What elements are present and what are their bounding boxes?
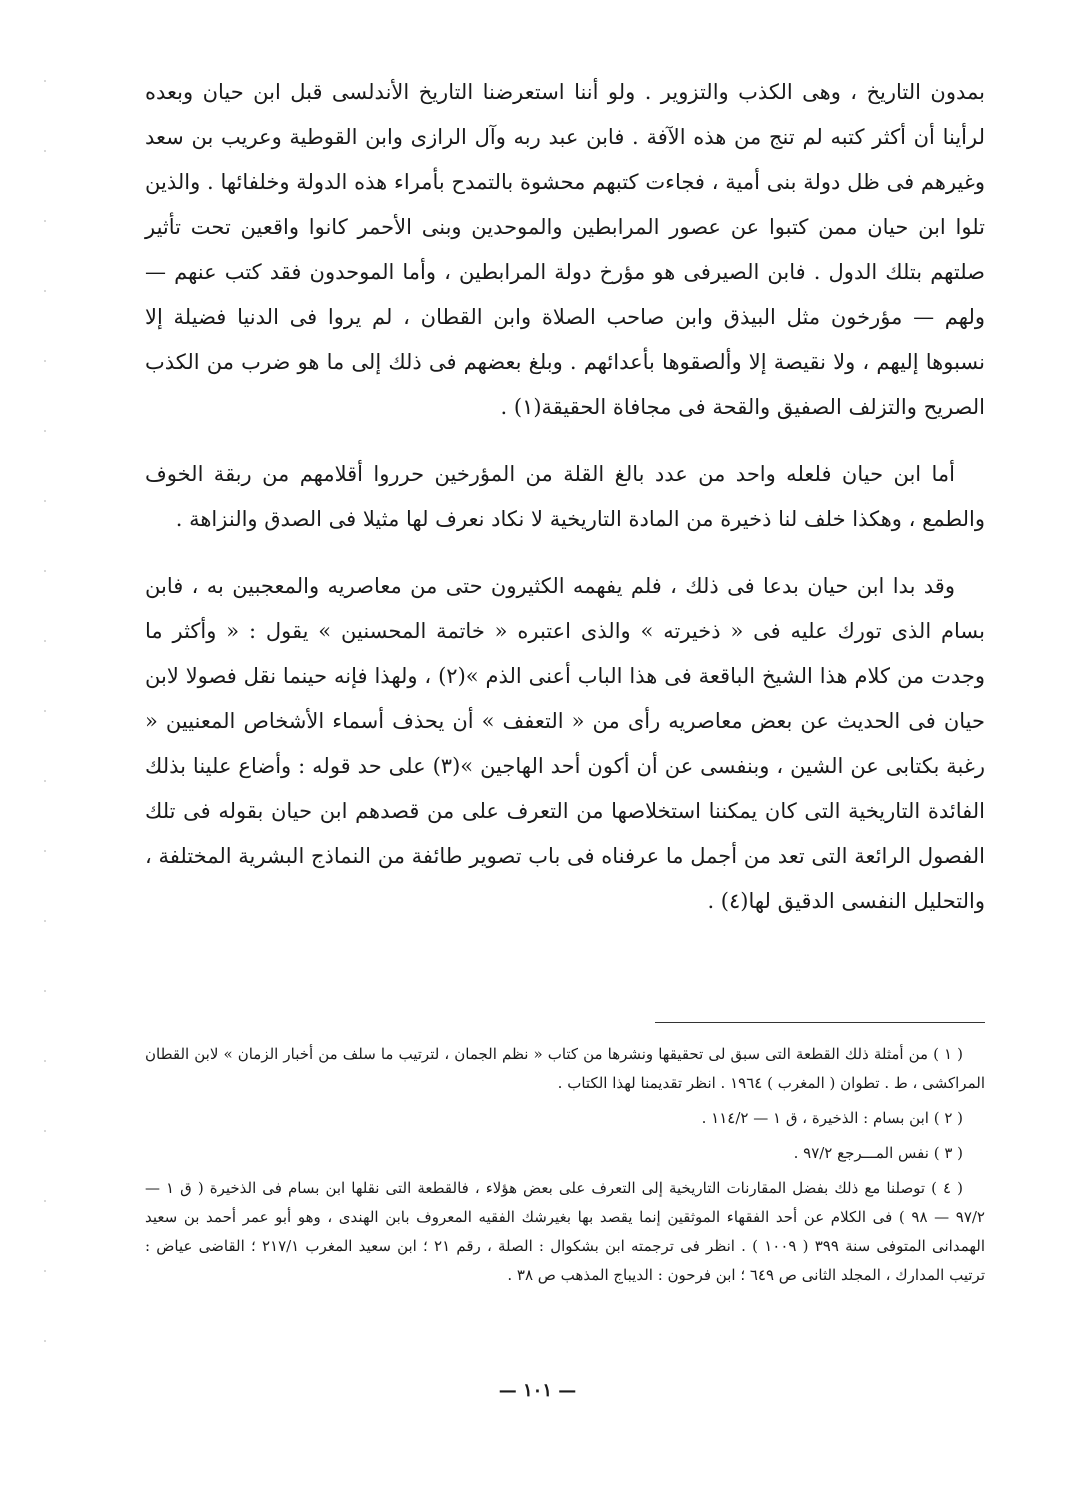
footnote-separator — [655, 1022, 985, 1023]
footnotes — [145, 1040, 985, 1296]
footnote-3: ( ٣ ) نفس المـــرجع ٩٧/٢ . — [793, 1144, 963, 1162]
footnote-4: ( ٤ ) توصلنا مع ذلك بفضل المقارنات التاريخية إلى التعرف على بعض هؤلاء ، فالقطعة التى نقلها ابن بسام فى الذخيرة ( ق ١ — ٩٧/٢ — ٩٨ ) فى الكلام عن أحد الفقهاء الموثقين إنما يقصد بها بغيرشك الفقيه المعروف بابن الهندى ، وهو أبو عمر أحمد بن سعيد الهمدانى المتوفى سنة ٣٩٩ ( ١٠٠٩ ) . انظر فى ترجمته ابن بشكوال : الصلة ، رقم ٢١ ؛ ابن سعيد المغرب ٢١٧/١ ؛ القاضى عياض : ترتيب المدارك ، المجلد الثانى ص ٦٤٩ ؛ ابن فرحون : الديباج المذهب ص ٣٨ . — [145, 1179, 986, 1284]
footnote-2: ( ٢ ) ابن بسام : الذخيرة ، ق ١ — ١١٤/٢ . — [701, 1109, 963, 1127]
main-text — [145, 70, 985, 946]
footnote-1: ( ١ ) من أمثلة ذلك القطعة التى سبق لى تحقيقها ونشرها من كتاب « نظم الجمان ، لترتيب ما سلف من أخبار الزمان » لابن القطان المراكشى ، ط . تطوان ( المغرب ) ١٩٦٤ . انظر تقديمنا لهذا الكتاب . — [145, 1045, 985, 1092]
paragraph-2: أما ابن حيان فلعله واحد من عدد بالغ القلة من المؤرخين حرروا أقلامهم من ربقة الخوف والطمع ، وهكذا خلف لنا ذخيرة من المادة التاريخية لا نكاد نعرف لها مثيلا فى الصدق والنزاهة . — [145, 462, 985, 531]
margin-scan-marks — [44, 80, 46, 1380]
page-number: — ١٠١ — — [498, 1380, 577, 1401]
paragraph-1: بمدون التاريخ ، وهى الكذب والتزوير . ولو أننا استعرضنا التاريخ الأندلسى قبل ابن حيان وبعده لرأينا أن أكثر كتبه لم تنج من هذه الآفة . فابن عبد ربه وآل الرازى وابن القوطية وعريب بن سعد وغيرهم فى ظل دولة بنى أمية ، فجاءت كتبهم محشوة بالتمدح بأمراء هذه الدولة وخلفائها . والذين تلوا ابن حيان ممن كتبوا عن عصور المرابطين والموحدين وبنى الأحمر كانوا واقعين تحت تأثير صلتهم بتلك الدول . فابن الصيرفى هو مؤرخ دولة المرابطين ، وأما الموحدون فقد كتب عنهم — ولهم — مؤرخون مثل البيذق وابن صاحب الصلاة وابن القطان ، لم يروا فى الدنيا فضيلة إلا نسبوها إليهم ، ولا نقيصة إلا وألصقوها بأعدائهم . وبلغ بعضهم فى ذلك إلى ما هو ضرب من الكذب الصريح والتزلف الصفيق والقحة فى مجافاة الحقيقة(١) . — [145, 80, 985, 419]
paragraph-3: وقد بدا ابن حيان بدعا فى ذلك ، فلم يفهمه الكثيرون حتى من معاصريه والمعجبين به ، فابن بسام الذى تورك عليه فى « ذخيرته » والذى اعتبره « خاتمة المحسنين » يقول : « وأكثر ما وجدت من كلام هذا الشيخ الباقعة فى هذا الباب أعنى الذم »(٢) ، ولهذا فإنه حينما نقل فصولا لابن حيان فى الحديث عن بعض معاصريه رأى من « التعفف » أن يحذف أسماء الأشخاص المعنيين « رغبة بكتابى عن الشين ، وبنفسى عن أن أكون أحد الهاجين »(٣) على حد قوله : وأضاع علينا بذلك الفائدة التاريخية التى كان يمكننا استخلاصها من التعرف على من قصدهم ابن حيان بقوله فى تلك الفصول الرائعة التى تعد من أجمل ما عرفناه فى باب تصوير طائفة من النماذج البشرية المختلفة ، والتحليل النفسى الدقيق لها(٤) . — [145, 574, 985, 913]
